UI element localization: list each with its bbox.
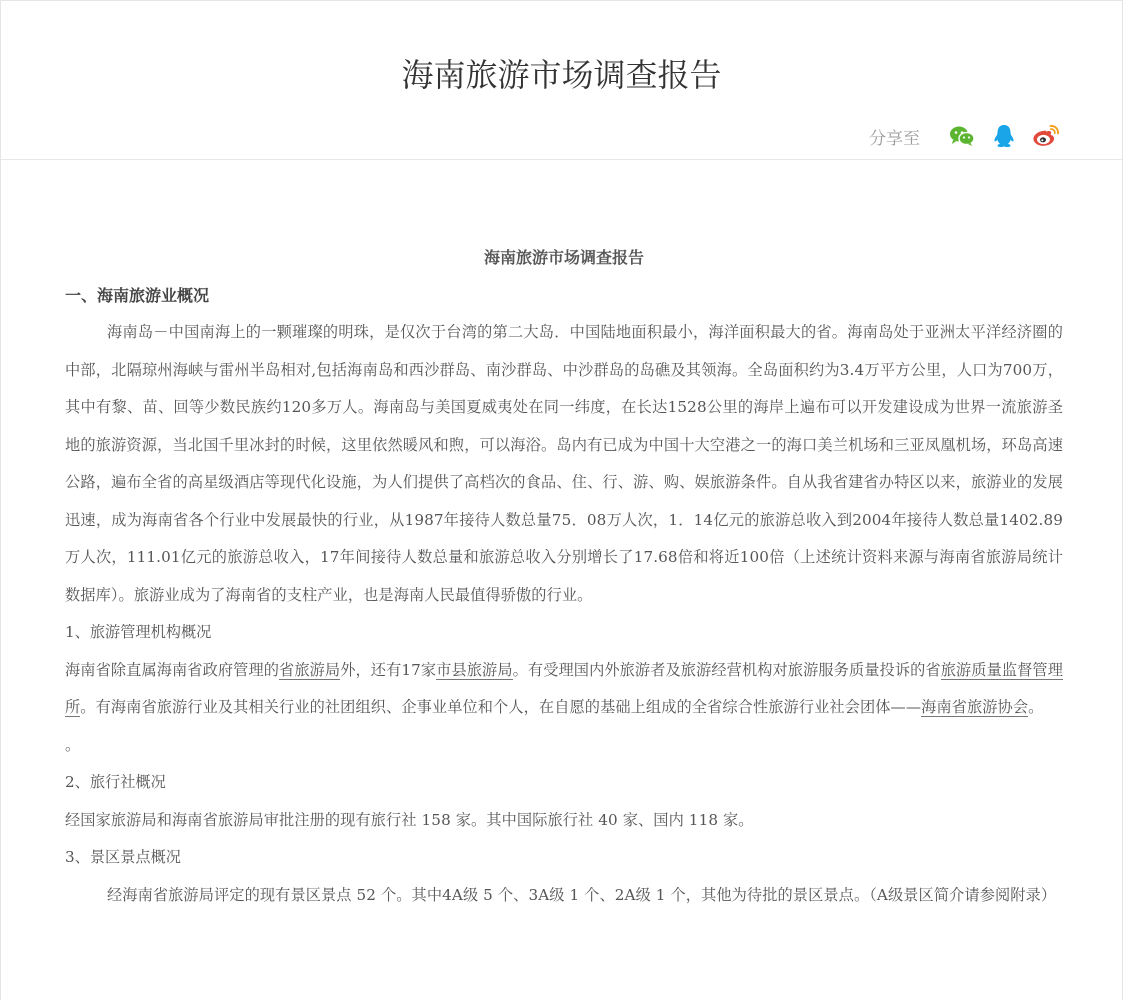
management-text-d: 。有海南省旅游行业及其相关行业的社团组织、企事业单位和个人，在自愿的基础上组成的全省综合性旅游行业社会团体—— (80, 698, 922, 716)
document-title: 海南旅游市场调查报告 (483, 248, 644, 267)
page-header (1, 1, 1122, 160)
qq-icon[interactable] (990, 122, 1018, 150)
wechat-icon[interactable] (948, 122, 976, 150)
management-text-e: 。 (1028, 698, 1044, 716)
overview-paragraph: 海南岛－中国南海上的一颗璀璨的明珠，是仅次于台湾的第二大岛．中国陆地面积最小，海洋面积最大的省。海南岛处于亚洲太平洋经济圈的中部，北隔琼州海峡与雷州半岛相对,包括海南岛和西沙群岛、南沙群岛、中沙群岛的岛礁及其领海。全岛面积约为3.4万平方公里，人口为700万，其中有黎、苗、回等少数民族约120多万人。海南岛与美国夏威夷处在同一纬度，在长达1528公里的海岸上遍布可以开发建设成为世界一流旅游圣地的旅游资源，当北国千里冰封的时候，这里依然暖风和煦，可以海浴。岛内有已成为中国十大空港之一的海口美兰机场和三亚凤凰机场，环岛高速公路，遍布全省的高星级酒店等现代化设施，为人们提供了高档次的食品、住、行、游、购、娱旅游条件。自从我省建省办特区以来，旅游业的发展迅速，成为海南省各个行业中发展最快的行业，从1987年接待人数总量75．08万人次，1．14亿元的旅游总收入到2004年接待人数总量1402.89万人次，111.01亿元的旅游总收入，17年间接待人数总量和旅游总收入分别增长了17.68倍和将近100倍（上述统计资料来源与海南省旅游局统计数据库）。旅游业成为了海南省的支柱产业，也是海南人民最值得骄傲的行业。 (65, 323, 1063, 604)
subsection-heading-attractions: 3、景区景点概况 (65, 848, 181, 866)
provincial-tourism-bureau-link[interactable]: 省旅游局 (279, 660, 341, 679)
subsection-heading-management: 1、旅游管理机构概况 (65, 623, 212, 641)
agencies-paragraph: 经国家旅游局和海南省旅游局审批注册的现有旅行社 158 家。其中国际旅行社 40 家、国内 118 家。 (65, 810, 754, 829)
subsection-heading-agencies: 2、旅行社概况 (65, 773, 166, 791)
weibo-icon[interactable] (1032, 122, 1060, 150)
section-heading-overview: 一、海南旅游业概况 (65, 285, 210, 305)
stray-punctuation: 。 (65, 735, 81, 754)
management-text-b: 外，还有17家 (340, 660, 437, 679)
county-tourism-bureau-link[interactable]: 市县旅游局 (436, 660, 513, 679)
share-bar (869, 121, 1060, 151)
attractions-paragraph: 经海南省旅游局评定的现有景区景点 52 个。其中4A级 5 个、3A级 1 个、2A级 1 个，其他为待批的景区景点。（A级景区简介请参阅附录） (107, 885, 1057, 904)
management-text-a: 海南省除直属海南省政府管理的 (65, 660, 280, 679)
page-title: 海南旅游市场调查报告 (401, 56, 722, 94)
tourism-association-link[interactable]: 海南省旅游协会 (921, 698, 1029, 716)
article-body (65, 239, 1063, 914)
management-text-c: 。有受理国内外旅游者及旅游经营机构对旅游服务质量投诉的省 (512, 660, 941, 679)
quality-supervision-link[interactable]: 旅游质量监督管理所 (65, 660, 1064, 716)
share-label: 分享至 (869, 128, 920, 149)
management-paragraph (65, 652, 1063, 727)
